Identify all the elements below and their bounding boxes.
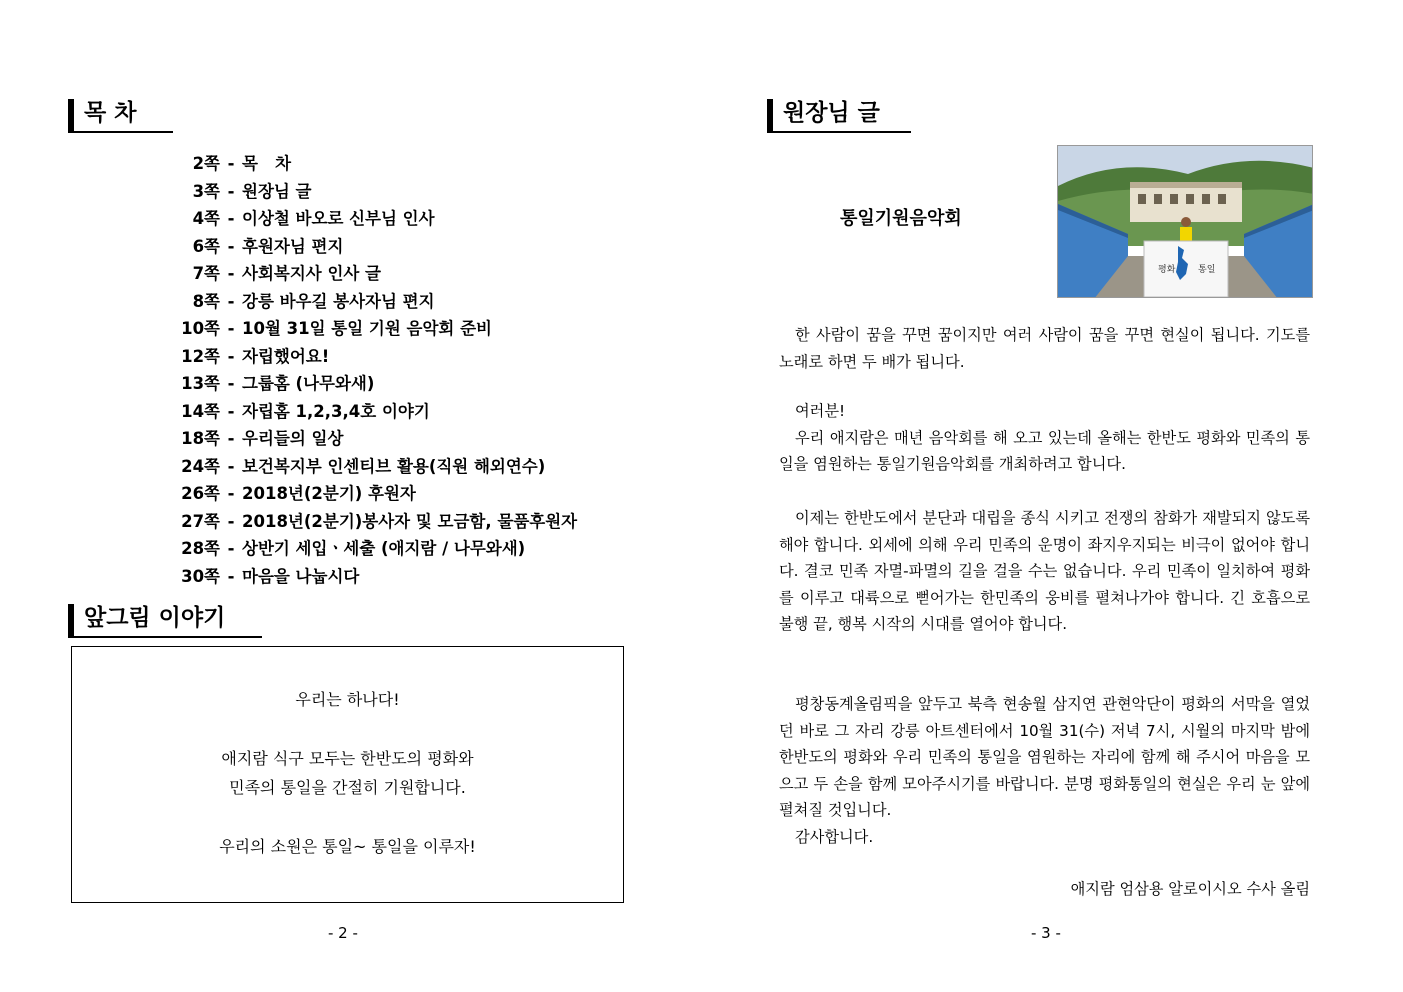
- toc-title: 자립홈 1,2,3,4호 이야기: [242, 401, 430, 421]
- toc-dash: -: [227, 291, 235, 311]
- toc-page: 6쪽: [192, 236, 220, 256]
- toc-page: 26쪽: [181, 484, 220, 503]
- toc-item[interactable]: [176, 150, 577, 178]
- toc-page: 12쪽: [181, 346, 220, 366]
- toc-heading: 목 차: [68, 99, 173, 133]
- toc-title: 2018년(2분기) 후원자: [242, 484, 416, 503]
- toc-page: 28쪽: [181, 539, 220, 558]
- toc-title: 10월 31일 통일 기원 음악회 준비: [242, 319, 492, 338]
- paragraph-text: 한 사람이 꿈을 꾸면 꿈이지만 여러 사람이 꿈을 꾸면 현실이 됩니다. 기도를 노래로 하면 두 배가 됩니다.: [779, 326, 1310, 371]
- paragraph-text: 감사합니다.: [795, 827, 874, 846]
- toc-item[interactable]: [176, 233, 577, 261]
- signature: 애지람 엄삼용 알로이시오 수사 올림: [1070, 880, 1310, 898]
- toc-dash: -: [227, 539, 235, 558]
- toc-page: 30쪽: [181, 566, 220, 586]
- toc-title: 사회복지사 인사 글: [242, 264, 382, 283]
- toc-title: 자립했어요!: [242, 346, 330, 366]
- toc-title: 후원자님 편지: [242, 236, 344, 256]
- toc-item[interactable]: [176, 370, 577, 398]
- toc-page: 3쪽: [192, 181, 220, 201]
- toc-title: 우리들의 일상: [242, 429, 344, 448]
- page-number: - 3 -: [1031, 924, 1061, 942]
- front-heading: 앞그림 이야기: [68, 604, 262, 638]
- toc-title: 목 차: [242, 154, 292, 173]
- toc-page: 2쪽: [192, 154, 220, 173]
- toc-title: 마음을 나눕시다: [242, 566, 360, 586]
- toc-dash: -: [227, 566, 235, 586]
- toc-dash: -: [227, 181, 235, 201]
- toc-title: 원장님 글: [242, 181, 312, 201]
- toc-dash: -: [227, 319, 235, 338]
- toc-title: 이상철 바오로 신부님 인사: [242, 209, 435, 228]
- toc-dash: -: [227, 456, 235, 476]
- toc-page: 18쪽: [181, 429, 220, 448]
- toc-page: 27쪽: [181, 511, 220, 531]
- front-line: 애지람 식구 모두는 한반도의 평화와: [221, 749, 474, 768]
- toc-item[interactable]: [176, 508, 577, 536]
- paragraph: [779, 322, 1310, 375]
- toc-title: 상반기 세입ㆍ세출 (애지람 / 나무와새): [242, 539, 526, 558]
- front-story-box: [71, 646, 624, 903]
- flag-text-peace: 평화: [1158, 265, 1176, 275]
- toc-item[interactable]: [176, 535, 577, 563]
- article-title: 통일기원음악회: [840, 208, 962, 229]
- toc-item[interactable]: [176, 425, 577, 453]
- toc-dash: -: [227, 236, 235, 256]
- toc-title: 그룹홈 (나무와새): [242, 374, 375, 393]
- toc-dash: -: [227, 154, 235, 173]
- front-line: 민족의 통일을 간절히 기원합니다.: [229, 778, 466, 797]
- toc-page: 7쪽: [192, 264, 220, 283]
- toc-dash: -: [227, 346, 235, 366]
- toc-dash: -: [227, 511, 235, 531]
- page-number: - 2 -: [328, 924, 358, 942]
- paragraph-text: 우리 애지람은 매년 음악회를 해 오고 있는데 올해는 한반도 평화와 민족의 통일을 염원하는 통일기원음악회를 개최하려고 합니다.: [779, 428, 1310, 473]
- toc-item[interactable]: [176, 398, 577, 426]
- paragraph: [779, 505, 1310, 638]
- paragraph-text: 이제는 한반도에서 분단과 대립을 종식 시키고 전쟁의 참화가 재발되지 않도록 해야 합니다. 외세에 의해 우리 민족의 운명이 좌지우지되는 비극이 없어야 합니다. 결코 민족 자멸-파멸의 길을 걸을 수는 없습니다. 우리 민족이 일치하여 평화를 이루고 대륙으로 뻗어가는 한민족의 웅비를 펼쳐나가야 합니다. 긴 호흡으로 불행 끝, 행복 시작의 시대를 열어야 합니다.: [779, 509, 1310, 633]
- toc-item[interactable]: [176, 563, 577, 591]
- toc-item[interactable]: [176, 315, 577, 343]
- director-heading: 원장님 글: [767, 99, 911, 133]
- toc-dash: -: [227, 264, 235, 283]
- toc-item[interactable]: [176, 178, 577, 206]
- toc-item[interactable]: [176, 343, 577, 371]
- photo-panmunjom: [1057, 145, 1313, 298]
- toc-dash: -: [227, 209, 235, 228]
- toc-list: [176, 150, 577, 590]
- paragraph: [779, 398, 1310, 478]
- toc-title: 보건복지부 인센티브 활용(직원 해외연수): [242, 456, 546, 476]
- toc-page: 8쪽: [192, 291, 220, 311]
- toc-item[interactable]: [176, 453, 577, 481]
- toc-dash: -: [227, 374, 235, 393]
- front-line: 우리는 하나다!: [295, 690, 400, 709]
- paragraph: [779, 691, 1310, 850]
- toc-dash: -: [227, 401, 235, 421]
- toc-item[interactable]: [176, 260, 577, 288]
- toc-page: 4쪽: [192, 209, 220, 228]
- toc-item[interactable]: [176, 288, 577, 316]
- right-page: [700, 0, 1403, 992]
- toc-dash: -: [227, 484, 235, 503]
- toc-page: 10쪽: [181, 319, 220, 338]
- flag-text-unification: 통일: [1198, 265, 1216, 275]
- toc-dash: -: [227, 429, 235, 448]
- toc-page: 13쪽: [181, 374, 220, 393]
- toc-title: 강릉 바우길 봉사자님 편지: [242, 291, 435, 311]
- toc-item[interactable]: [176, 205, 577, 233]
- left-page: [0, 0, 700, 992]
- toc-page: 14쪽: [181, 401, 220, 421]
- front-line: 우리의 소원은 통일~ 통일을 이루자!: [219, 837, 476, 856]
- toc-page: 24쪽: [181, 456, 220, 476]
- toc-item[interactable]: [176, 480, 577, 508]
- toc-title: 2018년(2분기)봉사자 및 모금함, 물품후원자: [242, 511, 578, 531]
- paragraph-text: 평창동계올림픽을 앞두고 북측 현송월 삼지연 관현악단이 평화의 서막을 열었던 바로 그 자리 강릉 아트센터에서 10월 31(수) 저녁 7시, 시월의 마지막 밤에 한반도의 평화와 우리 민족의 통일을 염원하는 자리에 함께 해 주시어 마음을 모으고 두 손을 함께 모아주시기를 바랍니다. 분명 평화통일의 현실은 우리 눈 앞에 펼쳐질 것입니다.: [779, 695, 1310, 819]
- paragraph-text: 여러분!: [795, 402, 846, 420]
